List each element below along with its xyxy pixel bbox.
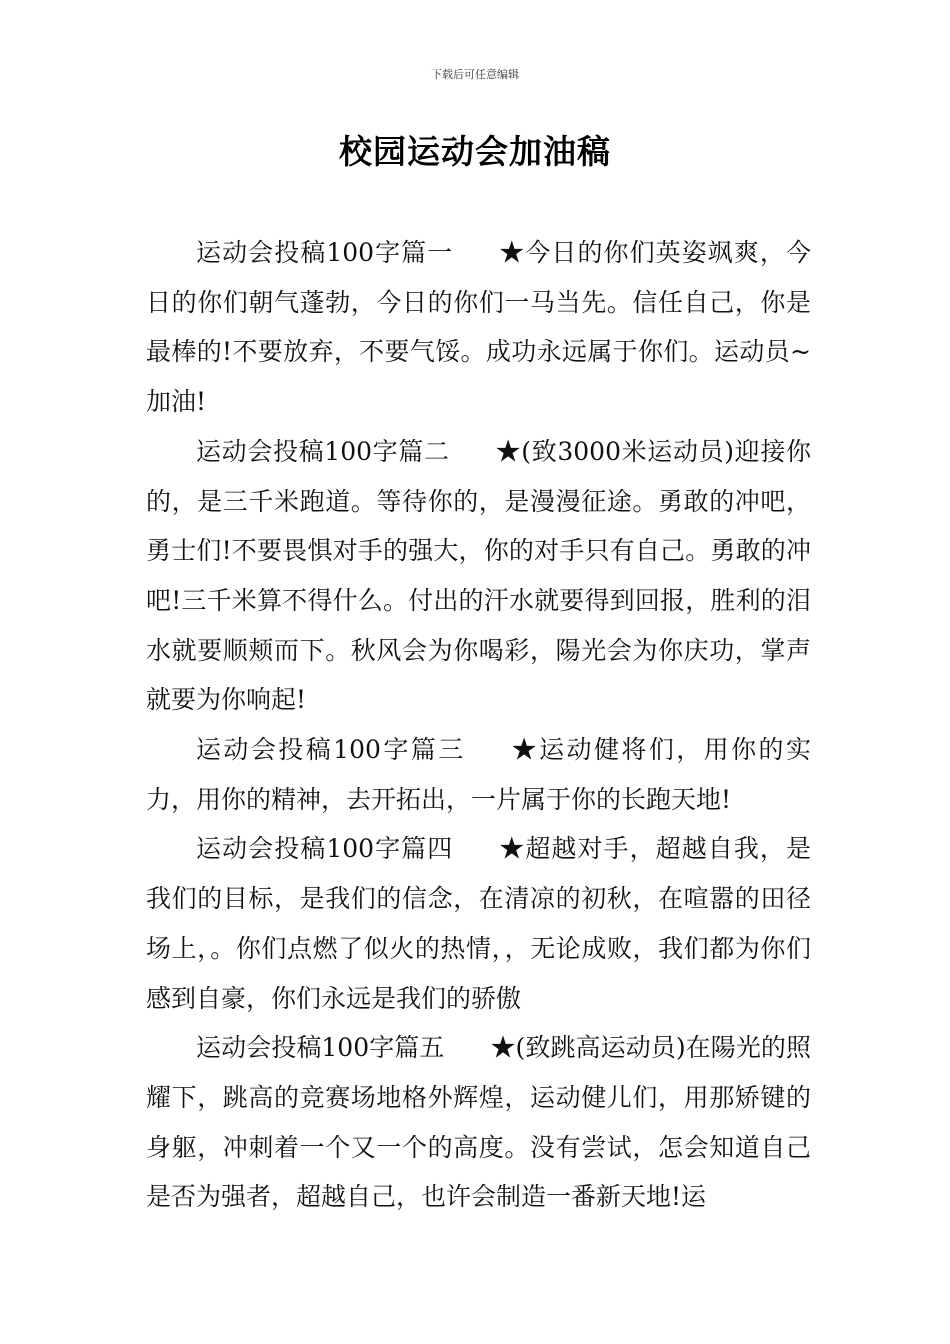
paragraph-heading: 运动会投稿100字篇三 xyxy=(196,735,466,765)
paragraph-text: ★超越对手，超越自我，是我们的目标，是我们的信念，在清凉的初秋，在喧嚣的田径场上，。你们点燃了似火的热情，，无论成败，我们都为你们感到自豪，你们永远是我们的骄傲 xyxy=(146,834,811,1013)
paragraph-heading: 运动会投稿100字篇五 xyxy=(196,1033,445,1063)
paragraph-heading: 运动会投稿100字篇四 xyxy=(196,834,454,864)
paragraph-2 xyxy=(146,427,811,725)
paragraph-heading: 运动会投稿100字篇一 xyxy=(196,238,454,267)
paragraph-text: ★(致3000米运动员)迎接你的，是三千米跑道。等待你的，是漫漫征途。勇敢的冲吧，勇士们!不要畏惧对手的强大，你的对手只有自己。勇敢的冲吧!三千米算不得什么。付出的汗水就要得到回报，胜利的泪水就要顺颊而下。秋风会为你喝彩，陽光会为你庆功，掌声就要为你响起! xyxy=(146,436,811,715)
paragraph-text: ★运动健将们，用你的实力，用你的精神，去开拓出，一片属于你的长跑天地! xyxy=(146,735,811,814)
header-note: 下载后可任意编辑 xyxy=(431,68,519,81)
paragraph-3 xyxy=(146,725,811,824)
document-title: 校园运动会加油稿 xyxy=(339,132,611,171)
paragraph-text: ★(致跳高运动员)在陽光的照耀下，跳高的竞赛场地格外辉煌，运动健儿们，用那矫键的身躯，冲刺着一个又一个的高度。没有尝试，怎会知道自己是否为强者，超越自己，也许会制造一番新天地!运 xyxy=(146,1033,812,1212)
paragraph-5 xyxy=(146,1023,811,1222)
paragraph-text: ★今日的你们英姿飒爽，今日的你们朝气蓬勃，今日的你们一马当先。信任自己，你是最棒的!不要放弃，不要气馁。成功永远属于你们。运动员~加油! xyxy=(146,238,811,417)
paragraph-heading: 运动会投稿100字篇二 xyxy=(196,436,450,466)
paragraph-1 xyxy=(146,228,811,427)
paragraph-4 xyxy=(146,824,811,1023)
document-body xyxy=(146,228,811,1222)
